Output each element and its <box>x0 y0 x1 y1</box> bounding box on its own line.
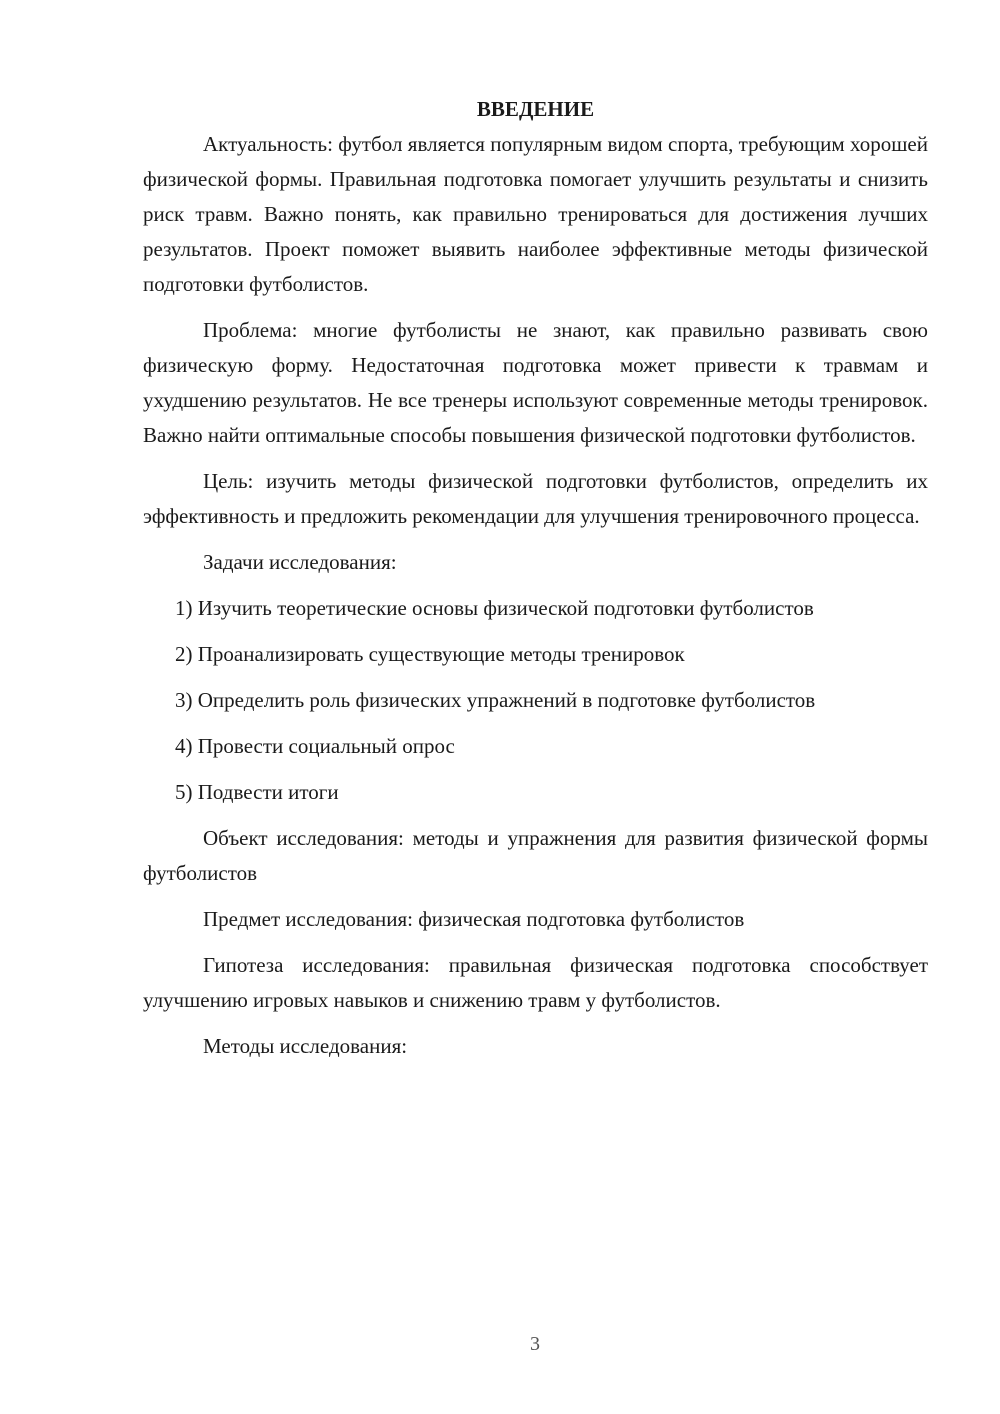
list-item: 3) Определить роль физических упражнений в подготовке футболистов <box>175 688 816 712</box>
paragraph-tasks-heading: Задачи исследования: <box>203 550 397 574</box>
section-title: ВВЕДЕНИЕ <box>476 97 595 121</box>
document-page <box>143 92 928 1075</box>
paragraph-object: Объект исследования: методы и упражнения для развития физической формы футболистов <box>143 826 928 885</box>
paragraph-hypothesis: Гипотеза исследования: правильная физическая подготовка способствует улучшению игровых навыков и снижению травм у футболистов. <box>143 953 928 1012</box>
paragraph-methods: Методы исследования: <box>203 1034 408 1058</box>
paragraph-problem: Проблема: многие футболисты не знают, как правильно развивать свою физическую форму. Недостаточная подготовка может привести к травмам и ухудшению результатов. Не все тренеры используют современные методы тренировок. Важно найти оптимальные способы повышения физической подготовки футболистов. <box>143 318 928 447</box>
list-item: 1) Изучить теоретические основы физической подготовки футболистов <box>175 596 814 620</box>
paragraph-relevance: Актуальность: футбол является популярным видом спорта, требующим хорошей физической формы. Правильная подготовка помогает улучшить результаты и снизить риск травм. Важно понять, как правильно тренироваться для достижения лучших результатов. Проект поможет выявить наиболее эффективные методы физической подготовки футболистов. <box>143 132 928 296</box>
paragraph-goal: Цель: изучить методы физической подготовки футболистов, определить их эффективность и предложить рекомендации для улучшения тренировочного процесса. <box>143 469 928 528</box>
paragraph-subject: Предмет исследования: физическая подготовка футболистов <box>203 907 745 931</box>
list-item: 5) Подвести итоги <box>175 780 339 804</box>
page-number: 3 <box>530 1333 540 1355</box>
list-item: 4) Провести социальный опрос <box>175 734 455 758</box>
list-item: 2) Проанализировать существующие методы тренировок <box>175 642 685 666</box>
